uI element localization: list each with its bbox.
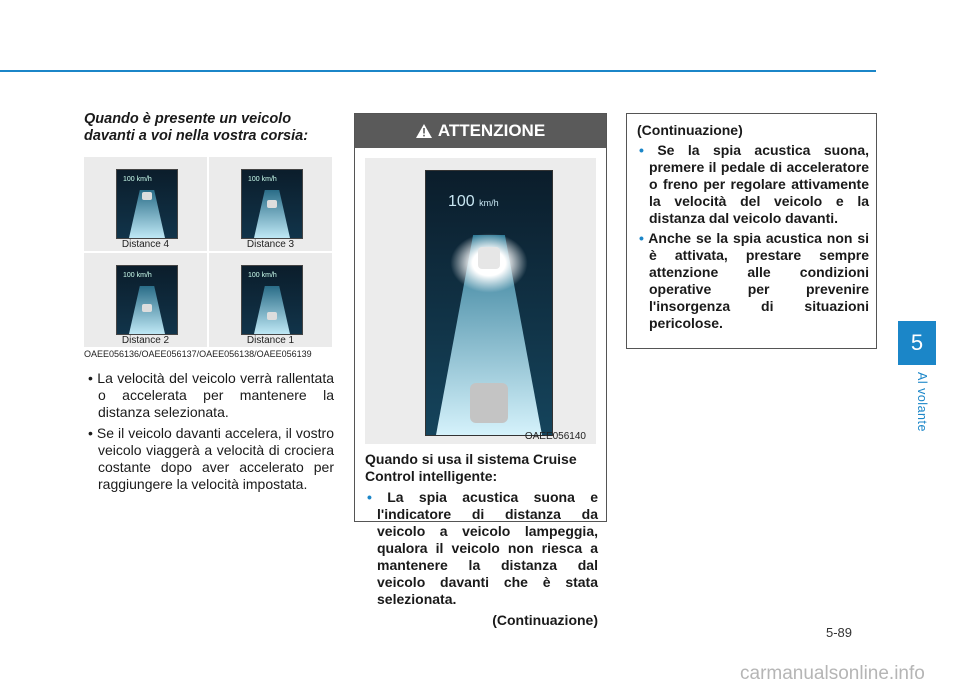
chapter-title: Al volante — [915, 372, 929, 432]
distance-panel — [84, 253, 207, 347]
speed-readout: 100 km/h — [248, 272, 277, 279]
distance-image-grid — [84, 157, 334, 347]
own-car-icon — [470, 383, 508, 423]
list-item: • Se il veicolo davanti accelera, il vostro veicolo viaggerà a velocità di crociera costante dopo aver accelerato per raggiungere la velocità impostata. — [88, 425, 334, 492]
header-rule — [0, 70, 876, 72]
warning-text — [365, 451, 598, 629]
bullet-text: La velocità del veicolo verrà rallentata o accelerata per mantenere la distanza selezionata. — [97, 370, 334, 420]
list-item: • Se la spia acustica suona, premere il pedale di acceleratore o freno per regolare attivamente la velocità del veicolo e la distanza dal veicolo davanti. — [639, 142, 870, 226]
bullet-list — [84, 370, 334, 497]
speed-readout: 100 km/h — [248, 176, 277, 183]
distance-panel — [209, 157, 332, 251]
car-icon — [142, 192, 152, 200]
list-item: • Anche se la spia acustica non si è attivata, prestare sempre attenzione alle condizioni operative per prevenire l'insorgenza di situazioni pericolose. — [639, 230, 869, 331]
car-icon — [267, 200, 277, 208]
distance-label: Distance 3 — [246, 239, 295, 250]
cluster-display — [241, 265, 303, 335]
distance-label: Distance 1 — [246, 335, 295, 346]
warning-box — [354, 113, 607, 628]
page-number: 5-89 — [826, 625, 853, 640]
warning-title: ATTENZIONE — [437, 121, 546, 140]
speed-readout: 100 km/h — [448, 193, 499, 210]
list-item: • La spia acustica suona e l'indicatore di distanza da veicolo a veicolo lampeggia, qualora il veicolo non riesca a mantenere la distanza dal veicolo davanti che è stata selezionata. — [367, 489, 598, 607]
front-car-icon — [478, 247, 500, 269]
image-code: OAEE056136/OAEE056137/OAEE056138/OAEE056139 — [84, 349, 312, 359]
distance-panel — [84, 157, 207, 251]
continuation-header: (Continuazione) — [637, 122, 743, 138]
continuation-box — [626, 113, 877, 349]
chapter-number-badge — [898, 321, 936, 365]
speed-readout: 100 km/h — [123, 272, 152, 279]
chapter-number: 5 — [910, 330, 924, 355]
car-icon — [142, 304, 152, 312]
list-item: • La velocità del veicolo verrà rallentata o accelerata per mantenere la distanza selezionata. — [88, 370, 334, 420]
watermark: carmanualsonline.info — [740, 663, 925, 684]
cluster-display — [425, 170, 553, 436]
bullet-text: Anche se la spia acustica non si è attivata, prestare sempre attenzione alle condizioni operative per prevenire l'insorgenza di situazioni pericolose. — [648, 230, 869, 331]
section-heading: Quando è presente un veicolo davanti a voi nella vostra corsia: — [84, 111, 309, 144]
warning-lead: Quando si usa il sistema Cruise Control intelligente: — [365, 451, 577, 484]
image-code: OAEE056140 — [524, 431, 586, 442]
warning-triangle-icon — [416, 124, 432, 138]
bullet-text: Se il veicolo davanti accelera, il vostro veicolo viaggerà a velocità di crociera costante dopo aver accelerato per raggiungere la velocità impostata. — [96, 425, 334, 492]
distance-label: Distance 4 — [121, 239, 170, 250]
cluster-display — [116, 169, 178, 239]
warning-header — [355, 114, 606, 148]
continued-label: (Continuazione) — [492, 612, 598, 628]
speed-readout: 100 km/h — [123, 176, 152, 183]
warning-illustration — [365, 158, 596, 444]
distance-panel — [209, 253, 332, 347]
bullet-text: Se la spia acustica suona, premere il pedale di acceleratore o freno per regolare attivamente la velocità del veicolo e la distanza dal veicolo davanti. — [649, 142, 870, 226]
car-icon — [267, 312, 277, 320]
cluster-display — [116, 265, 178, 335]
bullet-text: La spia acustica suona e l'indicatore di distanza da veicolo a veicolo lampeggia, qualora il veicolo non riesca a mantenere la distanza dal veicolo davanti che è stata selezionata. — [377, 489, 598, 607]
distance-label: Distance 2 — [121, 335, 170, 346]
cluster-display — [241, 169, 303, 239]
